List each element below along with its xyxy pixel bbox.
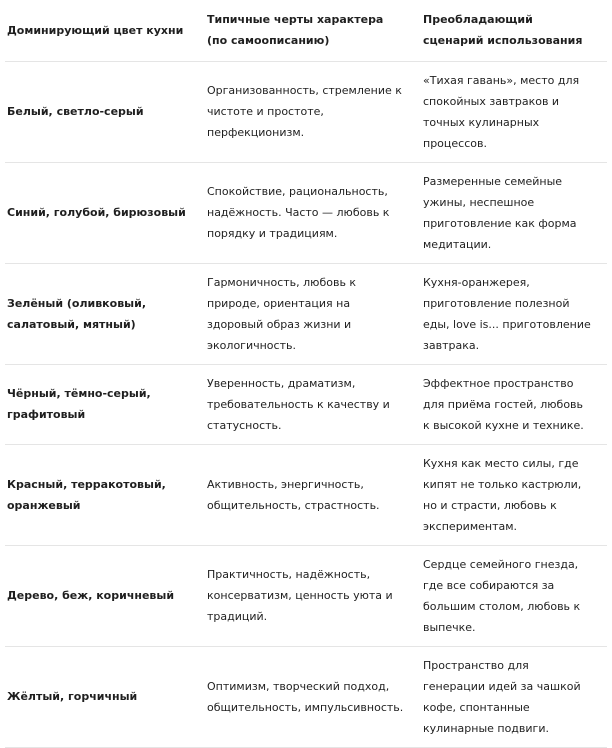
cell-traits: Уверенность, драматизм, требовательность к качеству и статусность.	[205, 364, 421, 444]
header-traits: Типичные черты характера (по самоописанию)	[205, 0, 421, 61]
table-row	[5, 545, 607, 646]
table-row	[5, 646, 607, 747]
cell-color: Жёлтый, горчичный	[5, 646, 205, 747]
cell-traits: Активность, энергичность, общительность, страстность.	[205, 444, 421, 545]
cell-color: Чёрный, тёмно-серый, графитовый	[5, 364, 205, 444]
header-scenario: Преобладающий сценарий использования	[421, 0, 607, 61]
table-row	[5, 263, 607, 364]
cell-color: Зелёный (оливковый, салатовый, мятный)	[5, 263, 205, 364]
cell-traits: Гармоничность, любовь к природе, ориентация на здоровый образ жизни и экологичность.	[205, 263, 421, 364]
cell-traits: Практичность, надёжность, консерватизм, ценность уюта и традиций.	[205, 545, 421, 646]
table-header-row	[5, 0, 607, 61]
cell-scenario: Эффектное пространство для приёма гостей, любовь к высокой кухне и технике.	[421, 364, 607, 444]
table-row	[5, 444, 607, 545]
cell-scenario: Сердце семейного гнезда, где все собираются за большим столом, любовь к выпечке.	[421, 545, 607, 646]
table-row	[5, 162, 607, 263]
cell-scenario: «Тихая гавань», место для спокойных завтраков и точных кулинарных процессов.	[421, 61, 607, 162]
cell-traits: Организованность, стремление к чистоте и простоте, перфекционизм.	[205, 61, 421, 162]
cell-traits: Спокойствие, рациональность, надёжность. Часто — любовь к порядку и традициям.	[205, 162, 421, 263]
cell-color: Белый, светло-серый	[5, 61, 205, 162]
cell-scenario: Кухня как место силы, где кипят не только кастрюли, но и страсти, любовь к экспериментам.	[421, 444, 607, 545]
cell-color: Красный, терракотовый, оранжевый	[5, 444, 205, 545]
kitchen-color-table	[5, 0, 607, 748]
cell-scenario: Кухня-оранжерея, приготовление полезной еды, love is... приготовление завтрака.	[421, 263, 607, 364]
cell-color: Дерево, беж, коричневый	[5, 545, 205, 646]
table-row	[5, 364, 607, 444]
cell-traits: Оптимизм, творческий подход, общительность, импульсивность.	[205, 646, 421, 747]
cell-color: Синий, голубой, бирюзовый	[5, 162, 205, 263]
cell-scenario: Пространство для генерации идей за чашкой кофе, спонтанные кулинарные подвиги.	[421, 646, 607, 747]
cell-scenario: Размеренные семейные ужины, неспешное приготовление как форма медитации.	[421, 162, 607, 263]
header-color: Доминирующий цвет кухни	[5, 0, 205, 61]
table-row	[5, 61, 607, 162]
